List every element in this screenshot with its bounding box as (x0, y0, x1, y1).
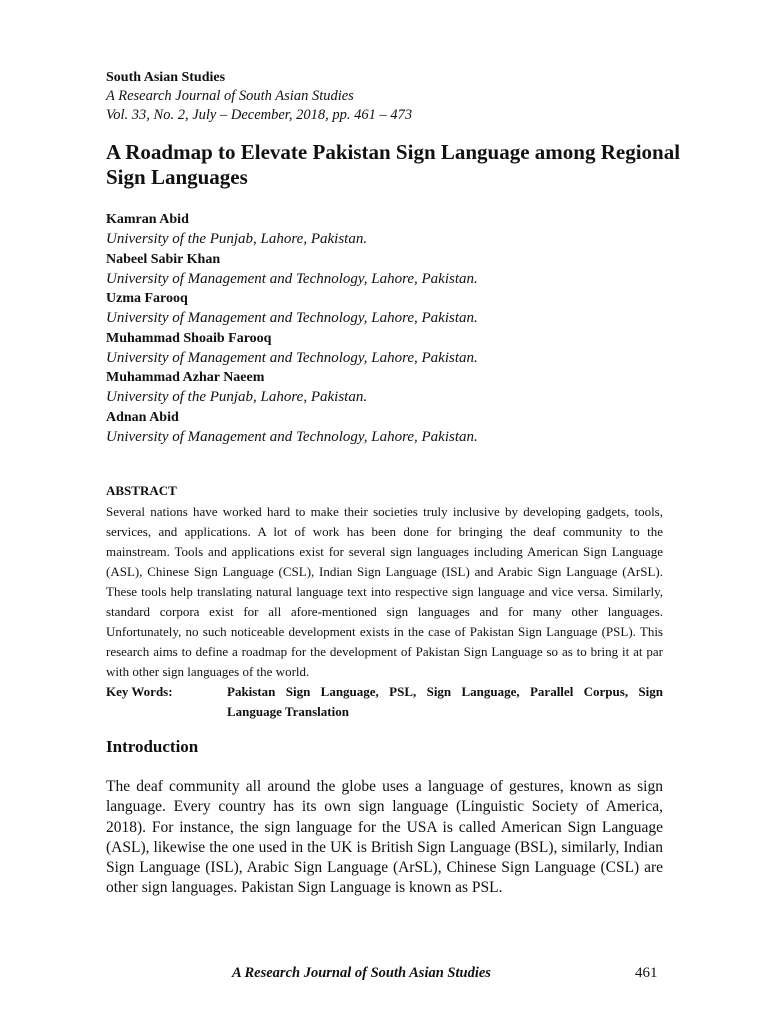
journal-name: South Asian Studies (106, 70, 226, 85)
journal-full-title: A Research Journal of South Asian Studies (106, 88, 354, 104)
author-affiliation: University of Management and Technology, Lahore, Pakistan. (106, 428, 478, 445)
author-affiliation: University of Management and Technology, Lahore, Pakistan. (106, 349, 478, 366)
author-name: Muhammad Shoaib Farooq (106, 330, 272, 346)
keywords-value: Pakistan Sign Language, PSL, Sign Language, Parallel Corpus, Sign Language Translation (227, 684, 663, 719)
abstract-text: Several nations have worked hard to make their societies truly inclusive by developing gadgets, tools, services, and applications. A lot of work has been done for bringing the deaf community to the mainstream. Tools and applications exist for several sign languages including American Sign Language (ASL), Chinese Sign Language (CSL), Indian Sign Language (ISL) and Arabic Sign Language (ArSL). These tools help translating natural language text into respective sign language and vice versa. Similarly, standard corpora exist for all afore-mentioned sign languages and for many other languages. Unfortunately, no such noticeable development exists in the case of Pakistan Sign Language (PSL). This research aims to define a roadmap for the development of Pakistan Sign Language so as to bring it at par with other sign languages of the world. (106, 504, 663, 679)
author-name: Kamran Abid (106, 212, 189, 227)
volume-info: Vol. 33, No. 2, July – December, 2018, pp. 461 – 473 (106, 107, 413, 123)
author-name: Adnan Abid (106, 409, 179, 425)
author-affiliation: University of the Punjab, Lahore, Pakistan. (106, 231, 368, 247)
paper-title: A Roadmap to Elevate Pakistan Sign Language among Regional Sign Languages (106, 140, 681, 189)
keywords-row (106, 682, 663, 722)
section-heading-introduction: Introduction (106, 737, 199, 756)
abstract-heading: ABSTRACT (106, 483, 177, 498)
author-affiliation: University of Management and Technology, Lahore, Pakistan. (106, 310, 478, 326)
introduction-paragraph: The deaf community all around the globe uses a language of gestures, known as sign language. Every country has its own sign language (Linguistic Society of America, 2018). For instance, the sign language for the USA is called American Sign Language (ASL), likewise the one used in the UK is British Sign Language (BSL), similarly, Indian Sign Language (ISL), Arabic Sign Language (ArSL), Chinese Sign Language (CSL) are other sign languages. Pakistan Sign Language is known as PSL. (106, 778, 663, 897)
author-affiliation: University of Management and Technology, Lahore, Pakistan. (106, 270, 478, 287)
author-name: Uzma Farooq (106, 291, 188, 306)
page-number: 461 (635, 965, 658, 981)
author-name: Muhammad Azhar Naeem (106, 370, 265, 385)
footer-journal-title: A Research Journal of South Asian Studies (232, 965, 491, 981)
keywords-label: Key Words: (106, 684, 173, 699)
author-name: Nabeel Sabir Khan (106, 251, 221, 267)
author-affiliation: University of the Punjab, Lahore, Pakistan. (106, 389, 368, 405)
author-list (106, 210, 686, 447)
journal-header (106, 68, 666, 125)
